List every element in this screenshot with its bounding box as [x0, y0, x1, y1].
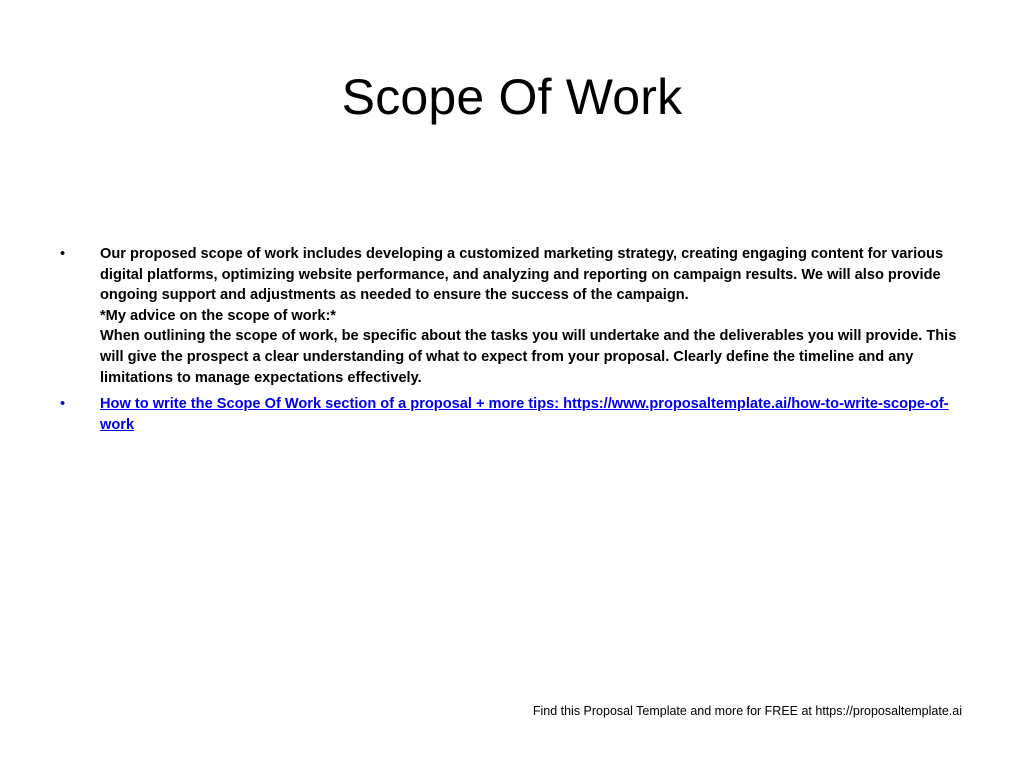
bullet-list — [56, 244, 968, 441]
bullet-dot-icon: • — [60, 396, 66, 413]
advice-text: When outlining the scope of work, be specific about the tasks you will undertake and the deliverables you will provide. This will give the prospect a clear understanding of what to expect from your proposal. Clearly define the timeline and any limitations to manage expectations effectively. — [100, 328, 957, 386]
scope-description: Our proposed scope of work includes developing a customized marketing strategy, creating engaging content for various digital platforms, optimizing website performance, and analyzing and reporting on campaign results. We will also provide ongoing support and adjustments as needed to ensure the success of the campaign. — [100, 246, 944, 304]
footer-note: Find this Proposal Template and more for FREE at https://proposaltemplate.ai — [532, 704, 962, 718]
advice-heading: *My advice on the scope of work:* — [100, 307, 336, 324]
slide-title: Scope Of Work — [341, 69, 683, 125]
bullet-dot-icon: • — [60, 246, 66, 262]
bullet-item-scope — [56, 244, 968, 388]
bullet-item-link — [56, 394, 968, 435]
tips-link[interactable]: How to write the Scope Of Work section of a proposal + more tips: https://www.proposaltemplate.ai/how-to-write-scope-of-work — [100, 396, 949, 433]
